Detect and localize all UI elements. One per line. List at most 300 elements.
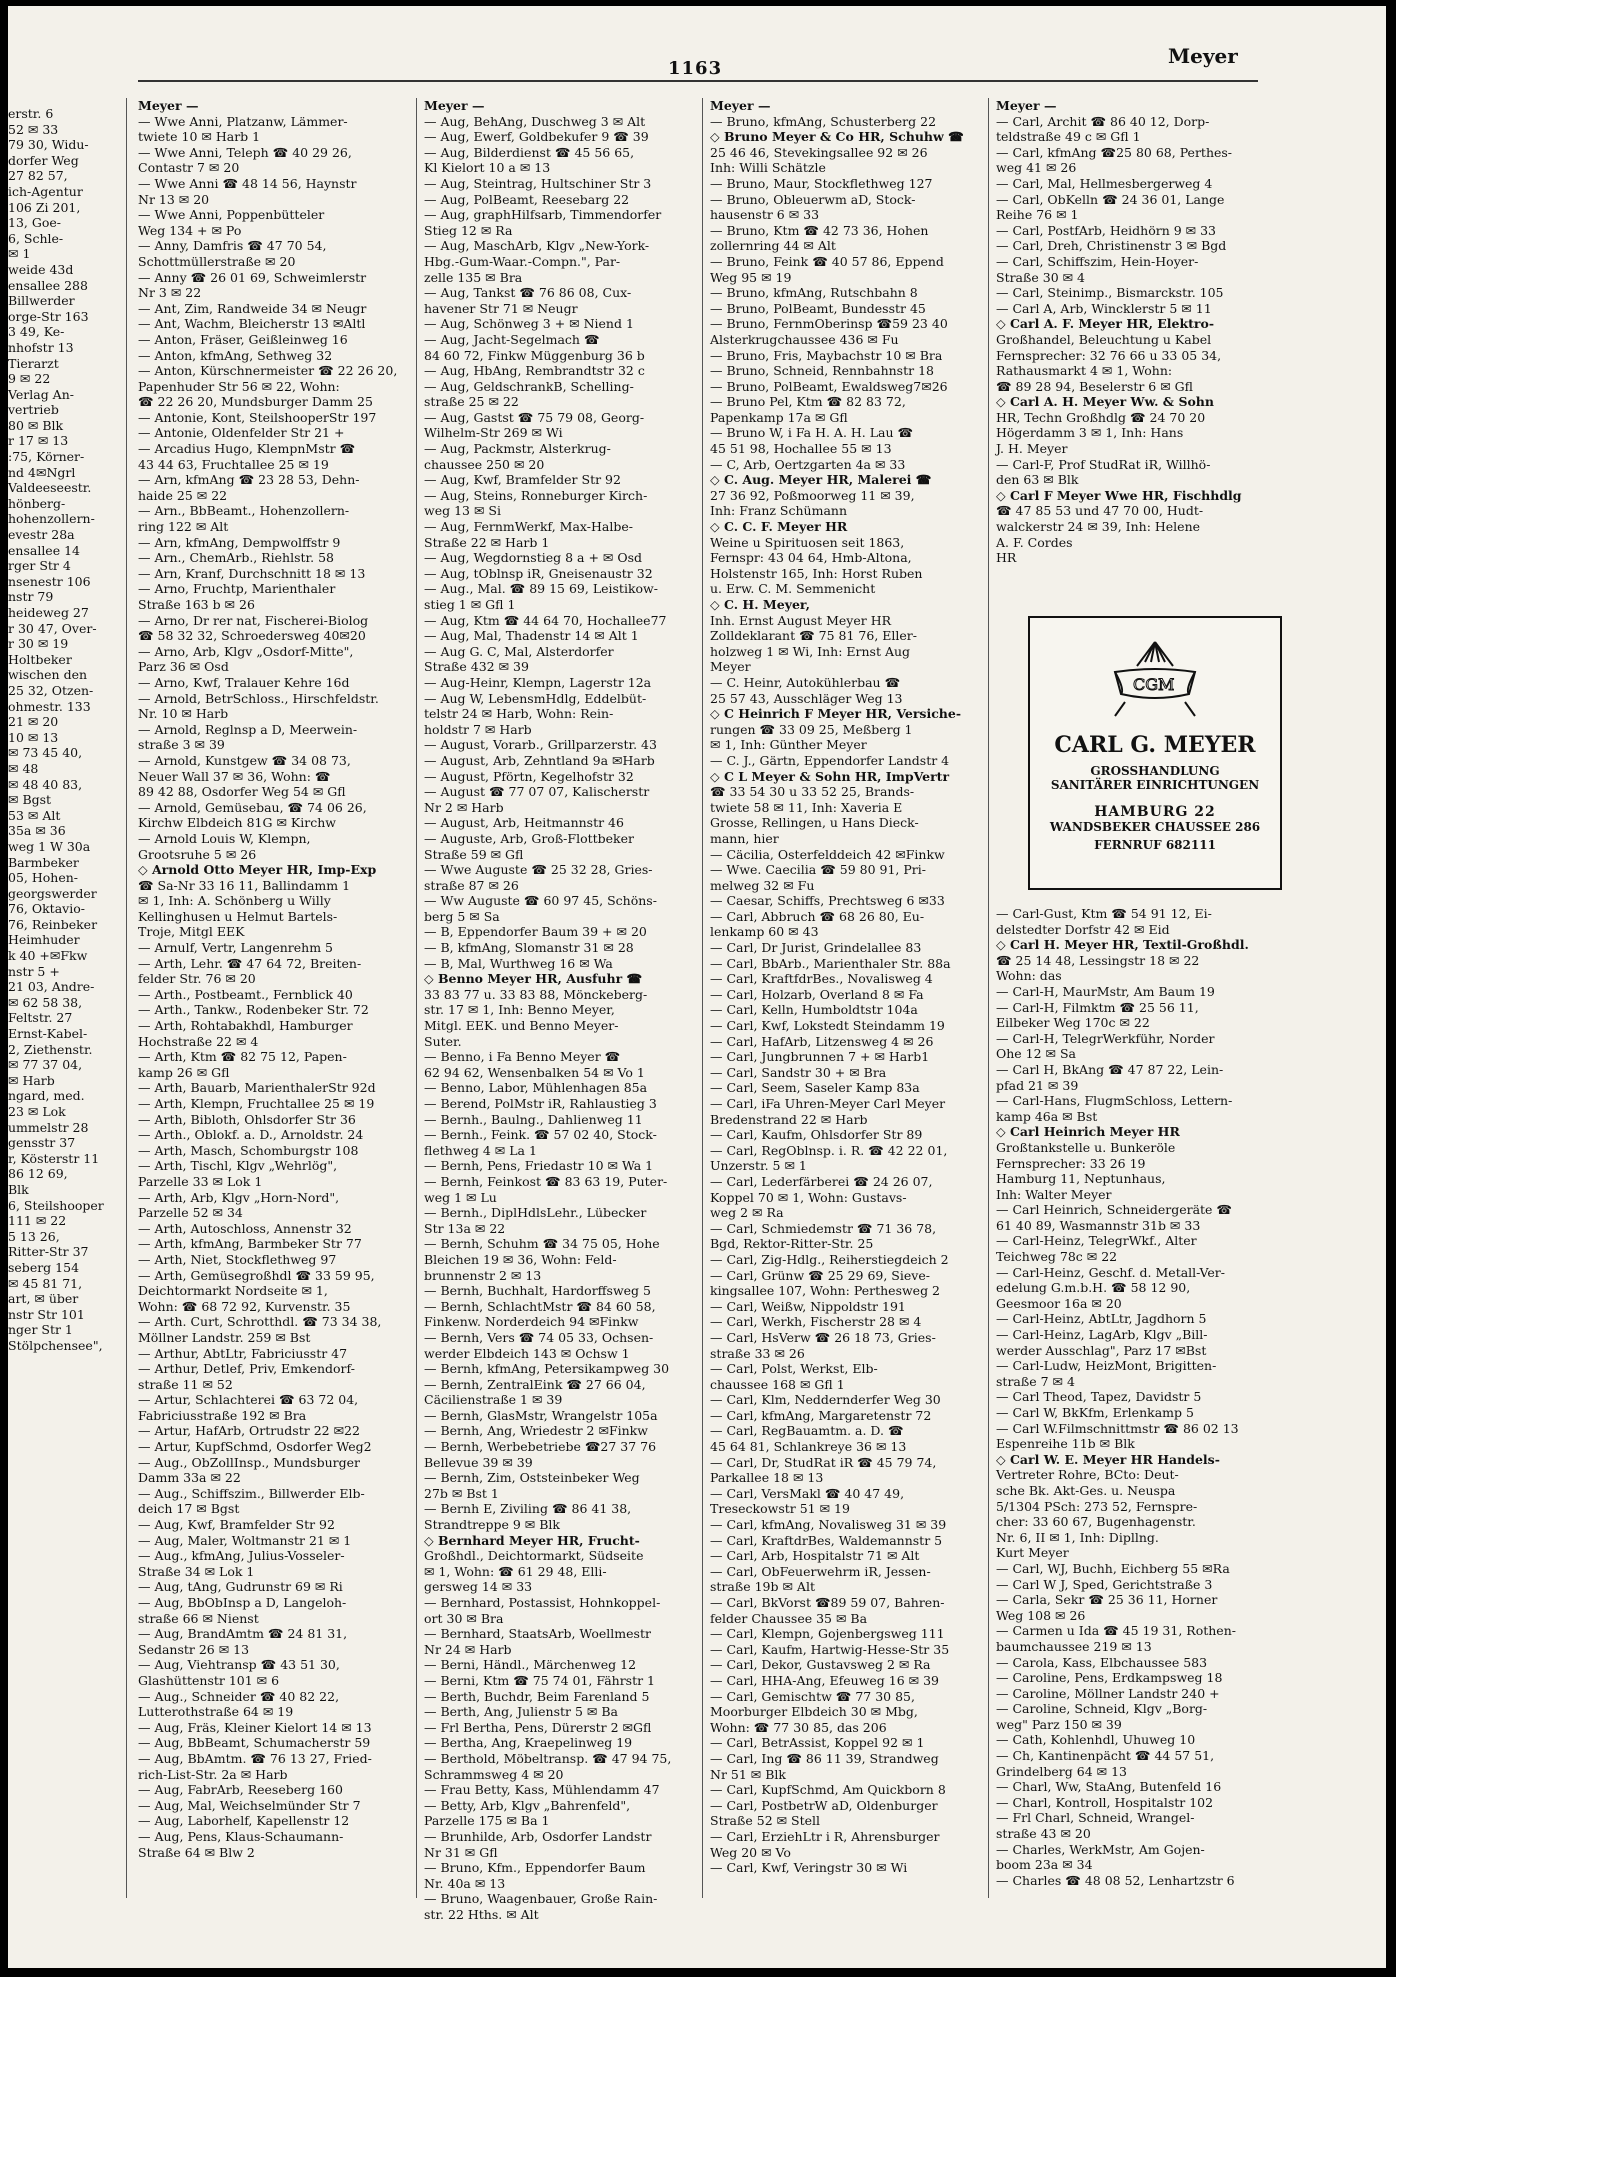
entry-line: — Carl-H, MaurMstr, Am Baum 19 bbox=[996, 983, 1215, 999]
entry-line: Ohe 12 ✉ Sa bbox=[996, 1046, 1077, 1062]
entry-line: 3 49, Ke- bbox=[8, 324, 65, 340]
entry-line: — Bernhard, Postassist, Hohnkoppel- bbox=[424, 1595, 661, 1610]
entry-line: erstr. 6 bbox=[8, 106, 54, 121]
entry-line: Ritter-Str 37 bbox=[8, 1244, 89, 1260]
entry-line: Schottmüllerstraße ✉ 20 bbox=[138, 253, 296, 269]
entry-line: Inh. Ernst August Meyer HR bbox=[710, 612, 892, 628]
entry-line: — Arnold, BetrSchloss., Hirschfeldstr. bbox=[138, 690, 379, 706]
entry-line: Möllner Landstr. 259 ✉ Bst bbox=[138, 1329, 311, 1345]
entry-line: — Carl-Heinz, Geschf. d. Metall-Ver- bbox=[996, 1264, 1225, 1280]
entry-line: 84 60 72, Finkw Müggenburg 36 b bbox=[424, 347, 645, 363]
entry-line: — Berth, Ang, Julienstr 5 ✉ Ba bbox=[424, 1704, 618, 1720]
entry-line: 21 03, Andre- bbox=[8, 979, 95, 995]
entry-line: 5 13 26, bbox=[8, 1228, 60, 1244]
entry-line: — Carl, Kelln, Humboldtstr 104a bbox=[710, 1002, 918, 1018]
entry-line: u. Erw. C. M. Semmenicht bbox=[710, 581, 876, 597]
entry-line: 10 ✉ 13 bbox=[8, 729, 59, 745]
entry-line: — Carl, Kwf, Veringstr 30 ✉ Wi bbox=[710, 1860, 908, 1876]
entry-line: Straße 59 ✉ Gfl bbox=[424, 846, 524, 862]
entry-line: — Carl, KraftdrBes, Waldemannstr 5 bbox=[710, 1532, 943, 1548]
entry-line: seberg 154 bbox=[8, 1259, 80, 1275]
entry-line: — Arth, Niet, Stockflethweg 97 bbox=[138, 1251, 337, 1267]
entry-line: — Carl, Steinimp., Bismarckstr. 105 bbox=[996, 285, 1224, 301]
entry-line: Bredenstrand 22 ✉ Harb bbox=[710, 1111, 868, 1127]
entry-line: Großhdl., Deichtormarkt, Südseite bbox=[424, 1548, 644, 1564]
entry-line: dorfer Weg bbox=[8, 152, 79, 168]
entry-line: — Bruno, Ktm ☎ 42 73 36, Hohen bbox=[710, 222, 929, 238]
entry-line: Straße 432 ✉ 39 bbox=[424, 659, 529, 675]
running-head: Meyer bbox=[1168, 44, 1238, 68]
entry-line: Parzelle 33 ✉ Lok 1 bbox=[138, 1173, 263, 1189]
entry-line: Weine u Spirituosen seit 1863, bbox=[710, 534, 905, 550]
entry-line: — Anton, Kürschnermeister ☎ 22 26 20, bbox=[138, 363, 398, 379]
entry-line: r 30 ✉ 19 bbox=[8, 636, 69, 652]
entry-line: — Arth, Rohtabakhdl, Hamburger bbox=[138, 1018, 353, 1034]
entry-line: — Arth, Gemüsegroßhdl ☎ 33 59 95, bbox=[138, 1267, 375, 1283]
entry-line: Meyer — bbox=[138, 98, 199, 113]
entry-line: 27 82 57, bbox=[8, 168, 68, 184]
entry-line: holzweg 1 ✉ Wi, Inh: Ernst Aug bbox=[710, 643, 911, 659]
entry-line: — Aug., Mal. ☎ 89 15 69, Leistikow- bbox=[424, 581, 658, 597]
entry-line: — Carl, Dr Jurist, Grindelallee 83 bbox=[710, 940, 922, 956]
entry-line: cher: 33 60 67, Bugenhagenstr. bbox=[996, 1514, 1196, 1530]
entry-line: — Aug, Steins, Ronneburger Kirch- bbox=[424, 487, 648, 503]
entry-line: — Arth. Curt, Schrotthdl. ☎ 73 34 38, bbox=[138, 1314, 382, 1330]
entry-line: — Arnold Louis W, Klempn, bbox=[138, 830, 311, 846]
entry-line: haide 25 ✉ 22 bbox=[138, 487, 228, 503]
entry-line: — Carl, Weißw, Nippoldstr 191 bbox=[710, 1298, 906, 1314]
entry-line: Moorburger Elbdeich 30 ✉ Mbg, bbox=[710, 1704, 918, 1720]
column-4-top bbox=[996, 98, 1266, 618]
entry-line: — C, Arb, Oertzgarten 4a ✉ 33 bbox=[710, 456, 906, 472]
entry-line: — Carl, Zig-Hdlg., Reiherstiegdeich 2 bbox=[710, 1251, 949, 1267]
entry-line: berg 5 ✉ Sa bbox=[424, 908, 500, 924]
entry-line: vertrieb bbox=[8, 402, 59, 418]
entry-line: Högerdamm 3 ✉ 1, Inh: Hans bbox=[996, 425, 1184, 441]
entry-line: — Wwe. Caecilia ☎ 59 80 91, Pri- bbox=[710, 862, 926, 878]
column-2 bbox=[424, 98, 694, 1922]
entry-line: — Arno, Dr rer nat, Fischerei-Biolog bbox=[138, 612, 369, 628]
entry-line: Parzelle 175 ✉ Ba 1 bbox=[424, 1813, 550, 1829]
entry-line: — Wwe Anni, Poppenbütteler bbox=[138, 207, 325, 223]
entry-line: 33 83 77 u. 33 83 88, Mönckeberg- bbox=[424, 986, 648, 1002]
entry-line: Sedanstr 26 ✉ 13 bbox=[138, 1641, 250, 1657]
entry-line: straße 25 ✉ 22 bbox=[424, 394, 519, 410]
entry-line: nstr 5 + bbox=[8, 963, 60, 979]
entry-line: ◇ C L Meyer & Sohn HR, ImpVertr bbox=[710, 768, 950, 784]
entry-line: Straße 52 ✉ Stell bbox=[710, 1813, 821, 1829]
entry-line: — Carl, Kaufm, Ohlsdorfer Str 89 bbox=[710, 1127, 923, 1143]
entry-line: pfad 21 ✉ 39 bbox=[996, 1077, 1079, 1093]
entry-line: Grindelberg 64 ✉ 13 bbox=[996, 1763, 1127, 1779]
entry-line: gersweg 14 ✉ 33 bbox=[424, 1579, 533, 1595]
entry-line: — Carl-H, TelegrWerkführ, Norder bbox=[996, 1030, 1215, 1046]
entry-line: — Aug, Kwf, Bramfelder Str 92 bbox=[424, 472, 621, 488]
entry-line: Hamburg 11, Neptunhaus, bbox=[996, 1171, 1166, 1187]
entry-line: — Carl W J, Sped, Gerichtstraße 3 bbox=[996, 1576, 1213, 1592]
entry-line: ensallee 14 bbox=[8, 542, 80, 558]
entry-line: — Aug, BbBeamt, Schumacherstr 59 bbox=[138, 1735, 371, 1751]
entry-line: — Aug, Ewerf, Goldbekufer 9 ☎ 39 bbox=[424, 129, 649, 145]
ad-phone: FERNRUF 682111 bbox=[1094, 838, 1216, 852]
entry-line: ☎ 58 32 32, Schroedersweg 40✉20 bbox=[138, 628, 366, 644]
entry-line: Papenkamp 17a ✉ Gfl bbox=[710, 409, 848, 425]
entry-line: Valdeeseestr. bbox=[8, 480, 92, 496]
entry-line: r, Kösterstr 11 bbox=[8, 1150, 100, 1166]
entry-line: — Aug, Fräs, Kleiner Kielort 14 ✉ 13 bbox=[138, 1719, 372, 1735]
entry-line: kingsallee 107, Wohn: Perthesweg 2 bbox=[710, 1283, 941, 1299]
entry-line: orge-Str 163 bbox=[8, 308, 89, 324]
entry-line: Contastr 7 ✉ 20 bbox=[138, 160, 240, 176]
entry-line: — Carl, Kwf, Lokstedt Steindamm 19 bbox=[710, 1018, 945, 1034]
entry-line: chaussee 168 ✉ Gfl 1 bbox=[710, 1376, 845, 1392]
entry-line: den 63 ✉ Blk bbox=[996, 472, 1079, 488]
entry-line: weg 1 W 30a bbox=[8, 838, 91, 854]
entry-line: rungen ☎ 33 09 25, Meßberg 1 bbox=[710, 721, 913, 737]
entry-line: Nr 24 ✉ Harb bbox=[424, 1641, 512, 1657]
entry-line: kamp 26 ✉ Gfl bbox=[138, 1064, 230, 1080]
entry-line: — Carl, HafArb, Litzensweg 4 ✉ 26 bbox=[710, 1033, 934, 1049]
entry-line: — Carl-Gust, Ktm ☎ 54 91 12, Ei- bbox=[996, 906, 1212, 921]
entry-line: — Carl A, Arb, Wincklerstr 5 ✉ 11 bbox=[996, 300, 1212, 316]
entry-line: — Berni, Ktm ☎ 75 74 01, Fährstr 1 bbox=[424, 1672, 656, 1688]
entry-line: straße 43 ✉ 20 bbox=[996, 1826, 1091, 1842]
entry-line: — Bruno, PolBeamt, Bundesstr 45 bbox=[710, 300, 926, 316]
entry-line: — Arn, kfmAng, Dempwolffstr 9 bbox=[138, 534, 341, 550]
entry-line: — Bruno, kfmAng, Schusterberg 22 bbox=[710, 113, 937, 129]
entry-line: — Carl, Seem, Saseler Kamp 83a bbox=[710, 1080, 920, 1096]
entry-line: Stölpchensee", bbox=[8, 1337, 103, 1353]
entry-line: Barmbeker bbox=[8, 854, 79, 870]
entry-line: ✉ 77 37 04, bbox=[8, 1057, 83, 1073]
entry-line: ◇ C. C. F. Meyer HR bbox=[710, 519, 848, 535]
entry-line: — Ant, Wachm, Bleicherstr 13 ✉Altl bbox=[138, 316, 366, 332]
entry-line: ☎ Sa-Nr 33 16 11, Ballindamm 1 bbox=[138, 877, 351, 893]
entry-line: flethweg 4 ✉ La 1 bbox=[424, 1142, 537, 1158]
entry-line: Unzerstr. 5 ✉ 1 bbox=[710, 1158, 807, 1174]
entry-line: straße 87 ✉ 26 bbox=[424, 877, 519, 893]
entry-line: — Bruno Pel, Ktm ☎ 82 83 72, bbox=[710, 394, 906, 410]
entry-line: — Aug, Viehtransp ☎ 43 51 30, bbox=[138, 1657, 340, 1673]
entry-line: straße 19b ✉ Alt bbox=[710, 1579, 815, 1595]
entry-line: 52 ✉ 33 bbox=[8, 121, 59, 137]
entry-line: — August, Arb, Heitmannstr 46 bbox=[424, 815, 624, 831]
left-page-fragment bbox=[8, 106, 120, 1946]
entry-line: Kl Kielort 10 a ✉ 13 bbox=[424, 160, 551, 176]
entry-line: — August, Arb, Zehntland 9a ✉Harb bbox=[424, 752, 655, 768]
header-rule bbox=[138, 80, 1258, 82]
entry-line: ◇ Bernhard Meyer HR, Frucht- bbox=[424, 1532, 640, 1548]
ad-city: HAMBURG 22 bbox=[1094, 804, 1216, 820]
entry-line: — Wwe Anni, Platzanw, Lämmer- bbox=[138, 113, 348, 129]
entry-line: Meyer — bbox=[424, 98, 485, 113]
entry-line: — Arn, kfmAng ☎ 23 28 53, Dehn- bbox=[138, 472, 360, 488]
column-rule bbox=[988, 98, 989, 1898]
entry-line: — Aug., ObZollInsp., Mundsburger bbox=[138, 1454, 360, 1470]
entry-line: Mitgl. EEK. und Benno Meyer- bbox=[424, 1018, 619, 1034]
entry-line: — Aug-Heinr, Klempn, Lagerstr 12a bbox=[424, 674, 652, 690]
entry-line: 27b ✉ Bst 1 bbox=[424, 1485, 499, 1501]
entry-line: — Carmen u Ida ☎ 45 19 31, Rothen- bbox=[996, 1623, 1236, 1639]
directory-page bbox=[8, 6, 1386, 1968]
entry-line: — Carl, Archit ☎ 86 40 12, Dorp- bbox=[996, 113, 1210, 129]
entry-line: — Aug, Jacht-Segelmach ☎ bbox=[424, 331, 600, 347]
entry-line: 53 ✉ Alt bbox=[8, 807, 61, 823]
entry-line: — Carl-Ludw, HeizMont, Brigitten- bbox=[996, 1358, 1217, 1374]
entry-line: Zolldeklarant ☎ 75 81 76, Eller- bbox=[710, 628, 917, 644]
entry-line: Troje, Mitgl EEK bbox=[138, 924, 245, 940]
entry-line: straße 11 ✉ 52 bbox=[138, 1376, 233, 1392]
entry-line: Holtbeker bbox=[8, 651, 72, 667]
entry-line: Koppel 70 ✉ 1, Wohn: Gustavs- bbox=[710, 1189, 907, 1205]
entry-line: — Carl, Mal, Hellmesbergerweg 4 bbox=[996, 175, 1213, 191]
entry-line: telstr 24 ✉ Harb, Wohn: Rein- bbox=[424, 706, 614, 722]
entry-line: Parzelle 52 ✉ 34 bbox=[138, 1205, 243, 1221]
entry-line: ohmestr. 133 bbox=[8, 698, 91, 714]
ad-business-line-2: SANITÄRER EINRICHTUNGEN bbox=[1050, 778, 1260, 792]
entry-line: — Bernh, GlasMstr, Wrangelstr 105a bbox=[424, 1407, 658, 1423]
entry-line: 05, Hohen- bbox=[8, 870, 79, 886]
entry-line: — Bernh, SchlachtMstr ☎ 84 60 58, bbox=[424, 1298, 656, 1314]
column-4-bottom bbox=[996, 906, 1266, 1888]
entry-line: — Bernh, Zim, Oststeinbeker Weg bbox=[424, 1470, 640, 1486]
entry-line: Kirchw Elbdeich 81G ✉ Kirchw bbox=[138, 815, 336, 831]
entry-line: Nr 3 ✉ 22 bbox=[138, 285, 202, 301]
page-number: 1163 bbox=[668, 58, 723, 79]
entry-line: — Carl, BetrAssist, Koppel 92 ✉ 1 bbox=[710, 1735, 925, 1751]
ad-business-line: GROSSHANDLUNG bbox=[1090, 764, 1220, 778]
entry-line: Nr. 6, II ✉ 1, Inh: Dipllng. bbox=[996, 1529, 1159, 1545]
entry-line: — Berend, PolMstr iR, Rahlaustieg 3 bbox=[424, 1096, 657, 1111]
entry-line: — Wwe Auguste ☎ 25 32 28, Gries- bbox=[424, 862, 653, 878]
entry-line: — Berthold, Möbeltransp. ☎ 47 94 75, bbox=[424, 1750, 672, 1766]
entry-line: — Aug, GeldschrankB, Schelling- bbox=[424, 378, 634, 394]
entry-line: — Carl-Heinz, LagArb, Klgv „Bill- bbox=[996, 1327, 1208, 1343]
entry-line: boom 23a ✉ 34 bbox=[996, 1857, 1093, 1873]
entry-line: — Carl, Arb, Hospitalstr 71 ✉ Alt bbox=[710, 1548, 920, 1564]
entry-line: Reihe 76 ✉ 1 bbox=[996, 207, 1079, 223]
entry-line: — Aug, PolBeamt, Reesebarg 22 bbox=[424, 191, 630, 207]
entry-line: weg 2 ✉ Ra bbox=[710, 1205, 784, 1221]
entry-line: ☎ 47 85 53 und 47 70 00, Hudt- bbox=[996, 503, 1204, 519]
entry-line: — Bernh, Buchhalt, Hardorffsweg 5 bbox=[424, 1283, 651, 1299]
entry-line: werder Ausschlag", Parz 17 ✉Bst bbox=[996, 1342, 1207, 1358]
entry-line: Heimhuder bbox=[8, 932, 80, 948]
entry-line: — Bernh, Werbebetriebe ☎27 37 76 bbox=[424, 1439, 657, 1455]
entry-line: ✉ 48 40 83, bbox=[8, 776, 83, 792]
entry-line: Weg 108 ✉ 26 bbox=[996, 1607, 1086, 1623]
entry-line: rger Str 4 bbox=[8, 558, 71, 574]
entry-line: HR bbox=[996, 550, 1017, 566]
entry-line: J. H. Meyer bbox=[996, 441, 1068, 457]
entry-line: Nr. 40a ✉ 13 bbox=[424, 1875, 506, 1891]
entry-line: Meyer — bbox=[996, 98, 1057, 113]
entry-line: Hochstraße 22 ✉ 4 bbox=[138, 1033, 259, 1049]
entry-line: Fabriciusstraße 192 ✉ Bra bbox=[138, 1407, 307, 1423]
entry-line: — Bernh, kfmAng, Petersikampweg 30 bbox=[424, 1361, 670, 1377]
advertisement bbox=[1028, 616, 1282, 890]
entry-line: — Carl, Gemischtw ☎ 77 30 85, bbox=[710, 1688, 915, 1704]
entry-line: — Auguste, Arb, Groß-Flottbeker bbox=[424, 830, 634, 846]
entry-line: — Aug, BrandAmtm ☎ 24 81 31, bbox=[138, 1626, 348, 1642]
entry-line: k 40 +✉Fkw bbox=[8, 948, 88, 964]
entry-line: — Arnold, Kunstgew ☎ 34 08 73, bbox=[138, 752, 351, 768]
entry-line: Straße 64 ✉ Blw 2 bbox=[138, 1844, 255, 1860]
entry-line: — Artur, HafArb, Ortrudstr 22 ✉22 bbox=[138, 1423, 360, 1439]
entry-line: Hbg.-Gum-Waar.-Compn.", Par- bbox=[424, 253, 621, 269]
entry-line: — Arth, Autoschloss, Annenstr 32 bbox=[138, 1220, 352, 1236]
entry-line: ◇ Arnold Otto Meyer HR, Imp-Exp bbox=[138, 862, 377, 878]
entry-line: — Charles ☎ 48 08 52, Lenhartzstr 6 bbox=[996, 1872, 1235, 1888]
entry-line: Nr 2 ✉ Harb bbox=[424, 799, 504, 815]
entry-line: Verlag An- bbox=[8, 386, 74, 402]
entry-line: — Carl Theod, Tapez, Davidstr 5 bbox=[996, 1389, 1202, 1405]
entry-line: — Brunhilde, Arb, Osdorfer Landstr bbox=[424, 1828, 652, 1844]
entry-line: — Bernh, Pens, Friedastr 10 ✉ Wa 1 bbox=[424, 1158, 654, 1174]
entry-line: — Bernh, Ang, Wriedestr 2 ✉Finkw bbox=[424, 1423, 648, 1439]
entry-line: — Carl, KraftfdrBes., Novalisweg 4 bbox=[710, 971, 933, 987]
entry-line: ✉ 1, Inh: A. Schönberg u Willy bbox=[138, 893, 331, 909]
entry-line: ✉ 1 bbox=[8, 246, 31, 262]
entry-line: wischen den bbox=[8, 667, 88, 683]
entry-line: — Aug, BbObInsp a D, Langeloh- bbox=[138, 1595, 347, 1610]
entry-line: 43 44 63, Fruchtallee 25 ✉ 19 bbox=[138, 456, 329, 472]
entry-line: Ernst-Kabel- bbox=[8, 1026, 88, 1042]
entry-line: 5/1304 PSch: 273 52, Fernspre- bbox=[996, 1498, 1198, 1514]
entry-line: — Carl, Grünw ☎ 25 29 69, Sieve- bbox=[710, 1267, 930, 1283]
entry-line: Weg 95 ✉ 19 bbox=[710, 269, 792, 285]
entry-line: — Aug, Schönweg 3 + ✉ Niend 1 bbox=[424, 316, 634, 332]
entry-line: — Arth., Postbeamt., Fernblick 40 bbox=[138, 986, 353, 1002]
entry-line: weg 1 ✉ Lu bbox=[424, 1189, 497, 1205]
entry-line: — Aug, Wegdornstieg 8 a + ✉ Osd bbox=[424, 550, 642, 566]
entry-line: — Arno, Kwf, Tralauer Kehre 16d bbox=[138, 674, 350, 690]
entry-line: — Aug, Tankst ☎ 76 86 08, Cux- bbox=[424, 285, 632, 301]
entry-line: — Antonie, Kont, SteilshooperStr 197 bbox=[138, 409, 377, 425]
cgm-logo-icon bbox=[1085, 632, 1225, 722]
entry-line: Deichtormarkt Nordseite ✉ 1, bbox=[138, 1283, 328, 1299]
entry-line: straße 7 ✉ 4 bbox=[996, 1373, 1075, 1389]
entry-line: Espenreihe 11b ✉ Blk bbox=[996, 1436, 1135, 1452]
entry-line: ◇ Carl W. E. Meyer HR Handels- bbox=[996, 1451, 1220, 1467]
entry-line: rich-List-Str. 2a ✉ Harb bbox=[138, 1766, 288, 1782]
entry-line: Finkenw. Norderdeich 94 ✉Finkw bbox=[424, 1314, 639, 1330]
entry-line: ◇ Bruno Meyer & Co HR, Schuhw ☎ bbox=[710, 129, 964, 145]
entry-line: — Aug, Bilderdienst ☎ 45 56 65, bbox=[424, 144, 635, 160]
entry-line: 25 57 43, Ausschläger Weg 13 bbox=[710, 690, 903, 706]
entry-line: — Caroline, Schneid, Klgv „Borg- bbox=[996, 1701, 1208, 1717]
entry-line: — Bruno, Waagenbauer, Große Rain- bbox=[424, 1891, 658, 1907]
entry-line: — Carl, Klm, Neddernderfer Weg 30 bbox=[710, 1392, 941, 1408]
entry-line: werder Elbdeich 143 ✉ Ochsw 1 bbox=[424, 1345, 630, 1361]
entry-line: ummelstr 28 bbox=[8, 1119, 89, 1135]
entry-line: — Bruno, Fris, Maybachstr 10 ✉ Bra bbox=[710, 347, 943, 363]
entry-line: Nr 31 ✉ Gfl bbox=[424, 1844, 498, 1860]
entry-line: nd 4✉Ngrl bbox=[8, 464, 76, 480]
entry-line: — Carl, ObFeuerwehrm iR, Jessen- bbox=[710, 1563, 931, 1579]
entry-line: — Arth, Masch, Schomburgstr 108 bbox=[138, 1142, 359, 1158]
entry-line: — Arn, Kranf, Durchschnitt 18 ✉ 13 bbox=[138, 565, 366, 581]
entry-line: 80 ✉ Blk bbox=[8, 417, 64, 433]
entry-line: walckerstr 24 ✉ 39, Inh: Helene bbox=[996, 519, 1201, 535]
entry-line: — Benno, Labor, Mühlenhagen 85a bbox=[424, 1080, 648, 1096]
entry-line: — Arth, kfmAng, Barmbeker Str 77 bbox=[138, 1236, 362, 1252]
entry-line: ✉ 73 45 40, bbox=[8, 745, 83, 761]
entry-line: — Charl, Ww, StaAng, Butenfeld 16 bbox=[996, 1779, 1222, 1795]
entry-line: Geesmoor 16a ✉ 20 bbox=[996, 1295, 1122, 1311]
entry-line: — Cath, Kohlenhdl, Uhuweg 10 bbox=[996, 1732, 1196, 1748]
entry-line: — Arno, Fruchtp, Marienthaler bbox=[138, 581, 336, 597]
entry-line: weide 43d bbox=[8, 261, 74, 277]
entry-line: str. 17 ✉ 1, Inh: Benno Meyer, bbox=[424, 1002, 615, 1018]
entry-line: ✉ 48 bbox=[8, 760, 39, 776]
entry-line: — Arcadius Hugo, KlempnMstr ☎ bbox=[138, 441, 356, 457]
entry-line: — Carl, Sandstr 30 + ✉ Bra bbox=[710, 1064, 887, 1080]
entry-line: Großhandel, Beleuchtung u Kabel bbox=[996, 331, 1212, 347]
entry-line: Wohn: das bbox=[996, 968, 1062, 984]
entry-line: ◇ Carl A. F. Meyer HR, Elektro- bbox=[996, 316, 1215, 332]
entry-line: Treseckowstr 51 ✉ 19 bbox=[710, 1501, 850, 1517]
entry-line: — Aug G. C, Mal, Alsterdorfer bbox=[424, 643, 614, 659]
entry-line: ☎ 89 28 94, Beselerstr 6 ✉ Gfl bbox=[996, 378, 1194, 394]
entry-line: Bellevue 39 ✉ 39 bbox=[424, 1454, 533, 1470]
entry-line: — Carl, ObKelln ☎ 24 36 01, Lange bbox=[996, 191, 1225, 207]
entry-line: 25 32, Otzen- bbox=[8, 682, 94, 698]
entry-line: ◇ Benno Meyer HR, Ausfuhr ☎ bbox=[424, 971, 643, 987]
ad-company-name: CARL G. MEYER bbox=[1054, 732, 1256, 758]
entry-line: 76, Reinbeker bbox=[8, 916, 98, 932]
entry-line: — Bernh, Schuhm ☎ 34 75 05, Hohe bbox=[424, 1236, 660, 1252]
entry-line: — Carola, Kass, Elbchaussee 583 bbox=[996, 1654, 1208, 1670]
entry-line: — Aug., kfmAng, Julius-Vosseler- bbox=[138, 1548, 345, 1564]
entry-line: straße 66 ✉ Nienst bbox=[138, 1610, 259, 1626]
entry-line: Wohn: ☎ 77 30 85, das 206 bbox=[710, 1719, 887, 1735]
entry-line: — C. J., Gärtn, Eppendorfer Landstr 4 bbox=[710, 752, 950, 768]
entry-line: — Carl, RegBauamtm. a. D. ☎ bbox=[710, 1423, 904, 1439]
entry-line: 106 Zi 201, bbox=[8, 199, 81, 215]
entry-line: Meyer — bbox=[710, 98, 771, 113]
entry-line: — Carl, PostbetrW aD, Oldenburger bbox=[710, 1797, 938, 1813]
entry-line: ort 30 ✉ Bra bbox=[424, 1610, 504, 1626]
entry-line: — Carl, WJ, Buchh, Eichberg 55 ✉Ra bbox=[996, 1560, 1230, 1576]
entry-line: Holstenstr 165, Inh: Horst Ruben bbox=[710, 565, 923, 581]
entry-line: zelle 135 ✉ Bra bbox=[424, 269, 523, 285]
entry-line: 86 12 69, bbox=[8, 1166, 68, 1182]
entry-line: — Arth, Arb, Klgv „Horn-Nord", bbox=[138, 1189, 340, 1205]
entry-line: — Carl, iFa Uhren-Meyer Carl Meyer bbox=[710, 1096, 946, 1111]
entry-line: — Carl, HsVerw ☎ 26 18 73, Gries- bbox=[710, 1329, 936, 1345]
entry-line: — Berni, Händl., Märchenweg 12 bbox=[424, 1657, 637, 1673]
entry-line: — Arth, Klempn, Fruchtallee 25 ✉ 19 bbox=[138, 1096, 375, 1111]
entry-line: — Arth., Oblokf. a. D., Arnoldstr. 24 bbox=[138, 1127, 364, 1143]
entry-line: — Carl, kfmAng, Margaretenstr 72 bbox=[710, 1407, 932, 1423]
entry-line: — Bernhard, StaatsArb, Woellmestr bbox=[424, 1626, 651, 1642]
entry-line: HR, Techn Großhdlg ☎ 24 70 20 bbox=[996, 409, 1206, 425]
entry-line: Straße 163 b ✉ 26 bbox=[138, 597, 255, 612]
entry-line: Nr 51 ✉ Blk bbox=[710, 1766, 786, 1782]
entry-line: — Arth, Bauarb, MarienthalerStr 92d bbox=[138, 1080, 376, 1096]
entry-line: edelung G.m.b.H. ☎ 58 12 90, bbox=[996, 1280, 1191, 1296]
entry-line: — Charl, Kontroll, Hospitalstr 102 bbox=[996, 1794, 1214, 1810]
entry-line: — Arnold, Gemüsebau, ☎ 74 06 26, bbox=[138, 799, 367, 815]
entry-line: 62 94 62, Wensenbalken 54 ✉ Vo 1 bbox=[424, 1064, 645, 1080]
entry-line: ✉ Harb bbox=[8, 1072, 55, 1088]
entry-line: Meyer bbox=[710, 659, 751, 675]
entry-line: — Bernh, Feinkost ☎ 83 63 19, Puter- bbox=[424, 1173, 668, 1189]
entry-line: ngard, med. bbox=[8, 1088, 85, 1104]
entry-line: deich 17 ✉ Bgst bbox=[138, 1501, 240, 1517]
entry-line: — Caroline, Pens, Erdkampsweg 18 bbox=[996, 1670, 1223, 1686]
